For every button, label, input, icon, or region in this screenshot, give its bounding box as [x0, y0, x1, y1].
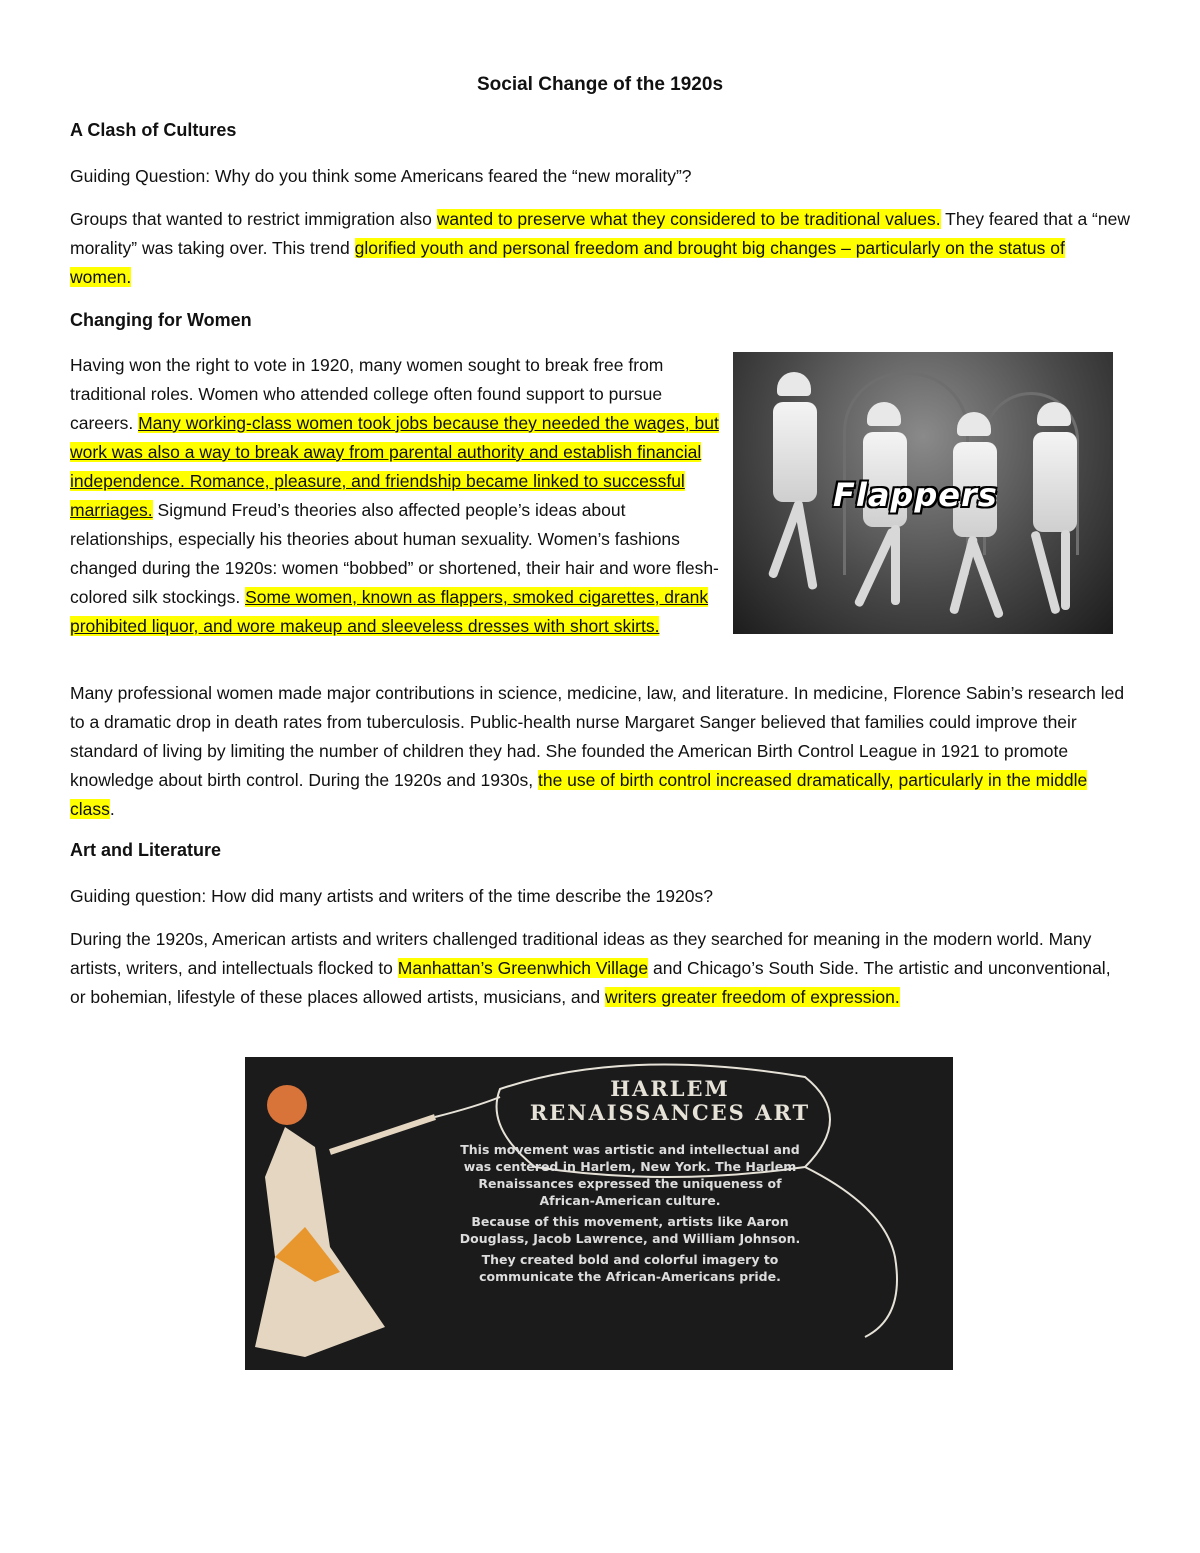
highlighted-text: Manhattan’s Greenwhich Village [397, 958, 649, 978]
paragraph-art [70, 925, 1130, 1012]
section-heading-art: Art and Literature [70, 840, 222, 860]
harlem-title-line2: RENAISSANCES ART [529, 1100, 811, 1125]
text-run: Sigmund Freud’s theories also affected people’s ideas about relationships, especially his theories about human sexuality. Women’s fashions changed during the 1920s: women “bobbed” or shortened, their hair and wore flesh-colored silk stockings. [70, 500, 719, 607]
guiding-question-art: Guiding question: How did many artists and writers of the time describe the 1920s? [70, 886, 713, 906]
text-run: They feared that a “new morality” was taking over. This trend [70, 209, 1130, 258]
highlighted-underlined-text: Many working-class women took jobs because they needed the wages, but work was also a way to break away from parental authority and establish financial independence. Romance, pleasure, and friendship became linked to successful marriages. [70, 413, 719, 520]
harlem-body [450, 1141, 810, 1289]
harlem-renaissance-image [245, 1057, 953, 1370]
harlem-body-text: Because of this movement, artists like Aaron Douglass, Jacob Lawrence, and William Johnson. [459, 1214, 801, 1246]
page-title: Social Change of the 1920s [476, 74, 724, 95]
flappers-photo [733, 352, 1113, 634]
paragraph-women [70, 351, 720, 641]
paragraph-professional-women [70, 679, 1130, 824]
highlighted-text: glorified youth and personal freedom and brought big changes – particularly on the status of women. [70, 238, 1065, 287]
harlem-body-text: This movement was artistic and intellectual and was centered in Harlem, New York. The Harlem Renaissances expressed the uniqueness of African-American culture. [460, 1142, 800, 1208]
flappers-caption: Flappers [833, 476, 998, 514]
text-run: . [109, 799, 115, 819]
section-heading-women: Changing for Women [70, 310, 252, 330]
text-run: and Chicago’s South Side. The artistic and unconventional, or bohemian, lifestyle of these places allowed artists, musicians, and [70, 958, 1111, 1007]
harlem-title [505, 1077, 835, 1125]
text-run: Groups that wanted to restrict immigration also [70, 209, 437, 229]
harlem-body-text: They created bold and colorful imagery to communicate the African-Americans pride. [479, 1252, 781, 1284]
paragraph-clash [70, 205, 1130, 292]
highlighted-underlined-text: Some women, known as flappers, smoked cigarettes, drank prohibited liquor, and wore makeup and sleeveless dresses with short skirts. [70, 587, 709, 636]
guiding-question-clash: Guiding Question: Why do you think some Americans feared the “new morality”? [70, 166, 692, 186]
highlighted-text: the use of birth control increased dramatically, particularly in the middle class [70, 770, 1088, 819]
text-run: During the 1920s, American artists and writers challenged traditional ideas as they searched for meaning in the modern world. Many artists, writers, and intellectuals flocked to [70, 929, 1092, 978]
harlem-title-line1: HARLEM [610, 1076, 730, 1101]
text-run: Having won the right to vote in 1920, many women sought to break free from traditional roles. Women who attended college often found support to pursue careers. [70, 355, 664, 433]
section-heading-clash: A Clash of Cultures [70, 120, 237, 140]
text-run: Many professional women made major contributions in science, medicine, law, and literature. In medicine, Florence Sabin’s research led to a dramatic drop in death rates from tuberculosis. Public-health nurse Margaret Sanger believed that families could improve their standard of living by limiting the number of children they had. She founded the American Birth Control League in 1921 to promote knowledge about birth control. During the 1920s and 1930s, [70, 683, 1125, 790]
highlighted-text: writers greater freedom of expression. [605, 987, 900, 1007]
highlighted-text: wanted to preserve what they considered to be traditional values. [436, 209, 941, 229]
